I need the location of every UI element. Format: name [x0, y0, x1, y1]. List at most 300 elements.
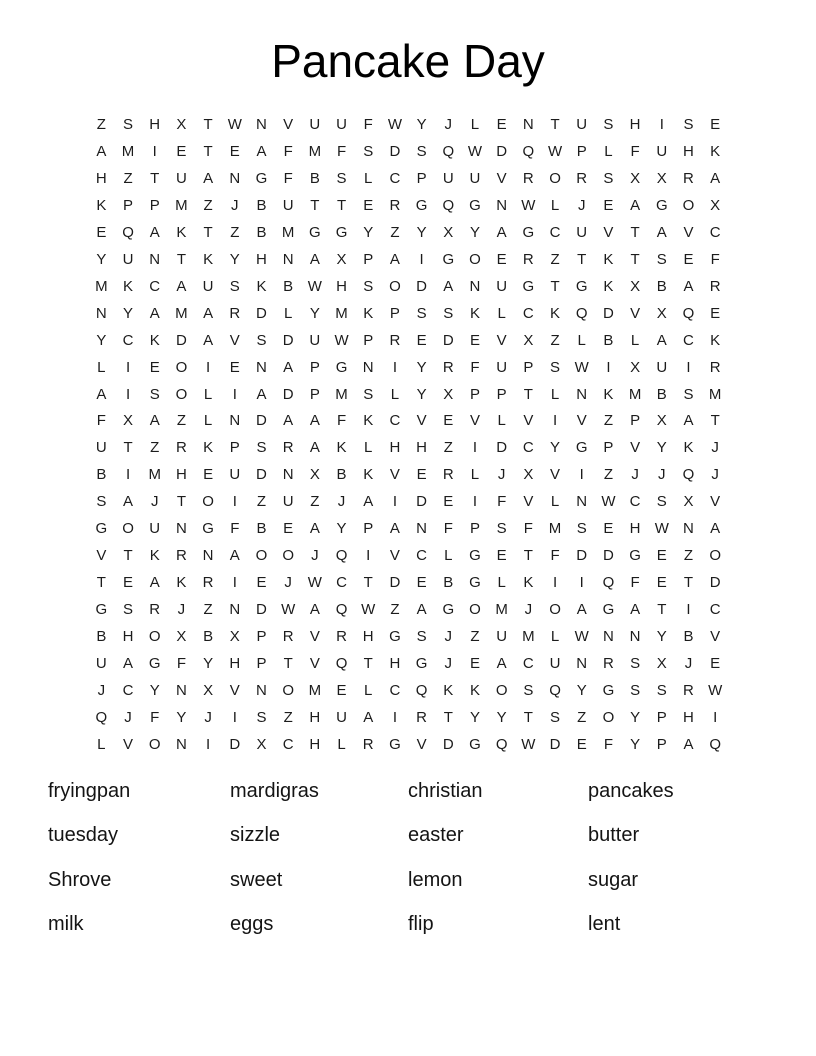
grid-letter-r12-c8: A [283, 412, 294, 430]
grid-letter-r6-c23: E [683, 250, 694, 268]
grid-letter-r11-c4: O [175, 385, 188, 403]
grid-letter-r16-c8: E [283, 520, 294, 538]
grid-letter-r5-c14: X [443, 223, 454, 241]
grid-letter-r14-c24: J [711, 466, 719, 484]
grid-letter-r4-c24: X [710, 196, 721, 214]
grid-letter-r11-c10: M [335, 385, 348, 403]
grid-letter-r10-c11: N [362, 358, 374, 376]
grid-letter-r23-c8: Z [283, 708, 293, 726]
grid-letter-r11-c9: P [309, 385, 320, 403]
grid-letter-r13-c23: K [683, 439, 694, 457]
grid-letter-r14-c4: H [175, 466, 187, 484]
grid-letter-r16-c22: W [654, 520, 669, 538]
grid-letter-r20-c18: L [550, 628, 560, 646]
grid-letter-r24-c18: D [549, 735, 561, 753]
grid-letter-r4-c17: W [521, 196, 536, 214]
grid-letter-r14-c8: N [282, 466, 294, 484]
grid-letter-r15-c23: X [683, 493, 694, 511]
grid-letter-r6-c4: T [176, 250, 186, 268]
grid-letter-r4-c16: N [496, 196, 508, 214]
grid-letter-r19-c24: C [709, 601, 721, 619]
grid-letter-r13-c24: J [711, 439, 719, 457]
grid-letter-r1-c15: L [470, 115, 480, 133]
grid-letter-r5-c2: Q [122, 223, 134, 241]
grid-letter-r24-c19: E [576, 735, 587, 753]
grid-letter-r10-c23: I [686, 358, 691, 376]
grid-letter-r16-c1: G [95, 520, 108, 538]
grid-letter-r12-c4: Z [176, 412, 186, 430]
grid-letter-r17-c5: N [202, 547, 214, 565]
grid-letter-r1-c4: X [176, 115, 187, 133]
grid-letter-r8-c21: V [630, 304, 641, 322]
grid-letter-r16-c20: E [603, 520, 614, 538]
grid-letter-r21-c13: G [415, 655, 428, 673]
grid-letter-r6-c6: Y [229, 250, 240, 268]
grid-letter-r11-c1: A [96, 385, 107, 403]
grid-letter-r14-c1: B [96, 466, 107, 484]
grid-letter-r10-c19: W [574, 358, 589, 376]
grid-letter-r7-c24: R [709, 277, 721, 295]
grid-letter-r4-c8: U [282, 196, 294, 214]
grid-letter-r7-c4: A [176, 277, 187, 295]
grid-letter-r7-c5: U [202, 277, 214, 295]
grid-letter-r21-c7: P [256, 655, 267, 673]
grid-letter-r16-c17: F [523, 520, 533, 538]
grid-letter-r13-c3: Z [150, 439, 160, 457]
grid-letter-r9-c5: A [203, 331, 214, 349]
grid-letter-r22-c1: J [97, 681, 106, 699]
grid-letter-r11-c11: S [363, 385, 374, 403]
grid-letter-r1-c6: W [227, 115, 242, 133]
grid-letter-r12-c11: K [363, 412, 374, 430]
grid-letter-r6-c13: I [419, 250, 424, 268]
grid-letter-r3-c6: N [229, 169, 241, 187]
grid-letter-r9-c21: L [630, 331, 640, 349]
grid-letter-r13-c11: L [364, 439, 373, 457]
grid-letter-r13-c6: P [229, 439, 240, 457]
grid-letter-r6-c10: X [336, 250, 347, 268]
grid-letter-r10-c17: P [523, 358, 534, 376]
grid-letter-r8-c7: D [256, 304, 267, 322]
grid-letter-r21-c14: J [444, 655, 453, 673]
grid-letter-r8-c20: D [602, 304, 614, 322]
grid-letter-r8-c11: K [363, 304, 374, 322]
grid-letter-r8-c10: M [335, 304, 348, 322]
grid-letter-r11-c7: A [256, 385, 267, 403]
grid-letter-r12-c18: I [552, 412, 558, 430]
grid-letter-r3-c17: R [522, 169, 534, 187]
grid-letter-r20-c13: S [416, 628, 427, 646]
grid-letter-r19-c5: Z [203, 601, 213, 619]
grid-letter-r20-c21: N [629, 628, 641, 646]
word-list-item-christian: christian [408, 780, 483, 802]
grid-letter-r19-c2: S [123, 601, 134, 619]
grid-letter-r12-c17: V [523, 412, 534, 430]
grid-letter-r19-c16: M [495, 601, 508, 619]
grid-letter-r9-c8: D [282, 331, 294, 349]
grid-letter-r4-c20: E [603, 196, 614, 214]
grid-letter-r9-c13: E [416, 331, 427, 349]
grid-letter-r16-c10: Y [336, 520, 347, 538]
grid-letter-r21-c15: E [469, 655, 480, 673]
grid-letter-r5-c19: U [576, 223, 588, 241]
grid-letter-r12-c20: Z [603, 412, 613, 430]
grid-letter-r2-c15: W [467, 142, 483, 160]
grid-letter-r24-c14: D [442, 735, 454, 753]
grid-letter-r10-c5: I [206, 358, 211, 376]
grid-letter-r24-c8: C [282, 735, 294, 753]
grid-letter-r22-c9: M [308, 681, 322, 699]
grid-letter-r16-c18: M [548, 520, 562, 538]
grid-letter-r21-c20: R [602, 655, 614, 673]
grid-letter-r18-c21: F [630, 574, 640, 592]
grid-letter-r15-c4: T [176, 493, 186, 511]
grid-letter-r15-c2: A [123, 493, 134, 511]
grid-letter-r20-c2: H [122, 628, 134, 646]
grid-letter-r20-c3: O [148, 628, 161, 646]
grid-letter-r10-c1: L [97, 358, 106, 376]
grid-letter-r16-c6: F [230, 520, 240, 538]
grid-letter-r6-c9: A [309, 250, 320, 268]
grid-letter-r17-c6: A [229, 547, 240, 565]
grid-letter-r21-c4: F [176, 655, 186, 673]
grid-letter-r2-c6: E [229, 142, 240, 160]
grid-letter-r4-c23: O [682, 196, 695, 214]
grid-letter-r14-c3: M [148, 466, 161, 484]
grid-letter-r24-c2: V [123, 735, 134, 753]
grid-letter-r12-c3: A [149, 412, 160, 430]
grid-letter-r1-c18: T [550, 115, 560, 133]
grid-letter-r24-c12: G [389, 735, 401, 753]
grid-letter-r11-c12: L [390, 385, 400, 403]
grid-letter-r11-c16: P [496, 385, 507, 403]
grid-letter-r6-c20: K [603, 250, 614, 268]
word-list-item-shrove: Shrove [48, 868, 112, 891]
grid-letter-r5-c3: A [149, 223, 160, 241]
grid-letter-r12-c7: D [256, 412, 267, 430]
grid-letter-r4-c15: G [469, 196, 481, 214]
grid-letter-r3-c12: C [389, 169, 401, 187]
grid-letter-r9-c14: D [442, 331, 454, 349]
grid-letter-r18-c8: J [284, 574, 292, 592]
grid-letter-r21-c10: Q [335, 655, 348, 673]
grid-letter-r4-c2: P [123, 196, 134, 214]
grid-letter-r16-c19: S [576, 520, 587, 538]
grid-letter-r10-c14: R [442, 358, 454, 376]
grid-letter-r5-c11: Y [363, 223, 374, 241]
grid-letter-r17-c9: J [311, 547, 319, 565]
grid-letter-r3-c9: B [309, 169, 320, 187]
grid-letter-r20-c24: V [710, 628, 721, 646]
grid-letter-r17-c2: T [123, 547, 133, 565]
grid-letter-r17-c13: C [416, 547, 428, 565]
word-list [48, 780, 778, 958]
grid-letter-r6-c18: Z [550, 250, 560, 268]
grid-letter-r11-c5: L [203, 385, 213, 403]
grid-letter-r6-c1: Y [96, 250, 107, 268]
grid-letter-r1-c20: S [603, 115, 614, 133]
grid-letter-r22-c14: K [443, 681, 454, 699]
grid-letter-r23-c16: Y [496, 708, 507, 726]
grid-letter-r13-c20: P [603, 439, 614, 457]
grid-letter-r14-c14: R [442, 466, 454, 484]
grid-letter-r17-c15: G [469, 547, 481, 565]
grid-letter-r7-c15: N [469, 277, 481, 295]
grid-letter-r3-c7: G [255, 169, 268, 187]
grid-letter-r20-c20: N [602, 628, 614, 646]
grid-letter-r4-c21: A [630, 196, 641, 214]
grid-letter-r22-c13: Q [415, 681, 428, 699]
grid-letter-r12-c13: V [416, 412, 427, 430]
grid-letter-r18-c23: T [683, 574, 694, 592]
grid-letter-r18-c20: Q [602, 574, 615, 592]
grid-letter-r2-c9: M [308, 142, 322, 160]
grid-letter-r5-c16: A [496, 223, 507, 241]
grid-letter-r23-c15: Y [469, 708, 480, 726]
grid-letter-r3-c3: T [150, 169, 160, 187]
grid-letter-r9-c15: E [469, 331, 480, 349]
grid-letter-r17-c18: F [550, 547, 560, 565]
grid-letter-r20-c5: B [203, 628, 214, 646]
grid-letter-r13-c12: H [389, 439, 401, 457]
grid-letter-r19-c20: G [602, 601, 615, 619]
grid-letter-r3-c24: A [710, 169, 721, 187]
grid-letter-r2-c19: P [576, 142, 587, 160]
grid-letter-r3-c13: P [416, 169, 427, 187]
page-title: Pancake Day [271, 35, 545, 87]
grid-letter-r24-c20: F [603, 735, 613, 753]
grid-letter-r14-c16: J [497, 466, 506, 484]
grid-letter-r16-c14: F [443, 520, 453, 538]
grid-letter-r1-c9: U [309, 115, 321, 133]
grid-letter-r8-c15: K [469, 304, 480, 322]
grid-letter-r5-c1: E [96, 223, 107, 241]
grid-letter-r7-c6: S [229, 277, 240, 295]
grid-letter-r19-c22: T [657, 601, 667, 619]
grid-letter-r17-c14: L [444, 547, 453, 565]
grid-letter-r15-c3: J [150, 493, 159, 511]
grid-letter-r19-c17: J [524, 601, 533, 619]
grid-letter-r21-c6: H [229, 655, 241, 673]
grid-letter-r11-c21: M [628, 385, 642, 403]
grid-letter-r10-c9: P [309, 358, 320, 376]
grid-letter-r20-c11: H [362, 628, 374, 646]
grid-letter-r19-c4: J [177, 601, 186, 619]
word-list-item-milk: milk [48, 913, 84, 936]
grid-letter-r23-c22: P [656, 708, 667, 726]
grid-letter-r3-c22: X [656, 169, 667, 187]
grid-letter-r21-c22: X [656, 655, 667, 673]
word-list-item-sweet: sweet [230, 868, 283, 891]
grid-letter-r7-c10: H [336, 277, 347, 295]
grid-letter-r6-c17: R [522, 250, 534, 268]
grid-letter-r17-c24: O [709, 547, 721, 565]
grid-letter-r14-c7: D [256, 466, 267, 484]
grid-letter-r15-c14: E [443, 493, 454, 511]
grid-letter-r7-c8: B [283, 277, 294, 295]
grid-letter-r23-c2: J [124, 708, 132, 726]
grid-letter-r12-c9: A [309, 412, 320, 430]
grid-letter-r10-c2: I [125, 358, 131, 376]
word-list-item-pancakes: pancakes [588, 780, 674, 802]
grid-letter-r17-c16: E [496, 547, 507, 565]
grid-letter-r21-c16: A [496, 655, 507, 673]
grid-letter-r15-c10: J [337, 493, 346, 511]
grid-letter-r4-c18: L [550, 196, 560, 214]
grid-letter-r8-c24: E [710, 304, 721, 322]
grid-letter-r5-c4: K [176, 223, 187, 241]
grid-letter-r20-c19: W [574, 628, 589, 646]
grid-letter-r13-c8: R [282, 439, 294, 457]
grid-letter-r8-c16: L [497, 304, 506, 322]
grid-letter-r1-c16: E [496, 115, 507, 133]
grid-letter-r19-c14: G [442, 601, 455, 619]
grid-letter-r1-c13: Y [416, 115, 427, 133]
grid-letter-r19-c7: D [256, 601, 267, 619]
grid-letter-r10-c22: U [656, 358, 668, 376]
grid-letter-r2-c21: F [630, 142, 640, 160]
grid-letter-r18-c4: K [176, 574, 187, 592]
grid-letter-r5-c24: C [709, 223, 721, 241]
grid-letter-r17-c12: V [389, 547, 400, 565]
grid-letter-r24-c9: H [309, 735, 321, 753]
grid-letter-r21-c23: J [684, 655, 693, 673]
grid-letter-r11-c18: L [550, 385, 560, 403]
grid-letter-r7-c21: X [630, 277, 641, 295]
grid-letter-r6-c11: P [363, 250, 374, 268]
grid-letter-r22-c8: O [282, 681, 294, 699]
grid-letter-r2-c23: H [683, 142, 694, 160]
grid-letter-r2-c24: K [710, 142, 721, 160]
grid-letter-r1-c17: N [522, 115, 534, 133]
grid-letter-r15-c15: I [472, 493, 478, 511]
grid-letter-r7-c22: B [656, 277, 667, 295]
grid-letter-r21-c5: Y [203, 655, 214, 673]
grid-letter-r11-c19: N [576, 385, 588, 403]
grid-letter-r22-c10: E [336, 681, 347, 699]
word-list-item-sugar: sugar [588, 868, 639, 891]
grid-letter-r7-c9: W [307, 277, 322, 295]
grid-letter-r15-c16: F [497, 493, 507, 511]
grid-letter-r12-c15: V [469, 412, 480, 430]
grid-letter-r20-c14: J [444, 628, 453, 646]
grid-letter-r22-c23: R [683, 681, 694, 699]
grid-letter-r8-c13: S [416, 304, 427, 322]
grid-letter-r2-c22: U [656, 142, 668, 160]
grid-letter-r21-c19: N [576, 655, 588, 673]
grid-letter-r8-c22: X [656, 304, 667, 322]
grid-letter-r4-c11: E [363, 196, 374, 214]
grid-letter-r19-c9: A [309, 601, 320, 619]
grid-letter-r16-c11: P [363, 520, 374, 538]
grid-letter-r12-c22: X [656, 412, 667, 430]
grid-letter-r23-c5: J [204, 708, 212, 726]
grid-letter-r11-c22: B [656, 385, 667, 403]
grid-letter-r12-c10: F [336, 412, 347, 430]
grid-letter-r6-c14: G [442, 250, 455, 268]
grid-letter-r21-c9: V [309, 655, 320, 673]
grid-letter-r12-c24: T [710, 412, 720, 430]
grid-letter-r24-c4: N [175, 735, 187, 753]
grid-letter-r2-c1: A [96, 142, 107, 160]
grid-letter-r10-c15: F [470, 358, 480, 376]
grid-letter-r15-c22: S [656, 493, 667, 511]
grid-letter-r6-c19: T [577, 250, 587, 268]
grid-letter-r16-c24: A [710, 520, 721, 538]
grid-letter-r23-c20: O [602, 708, 615, 726]
grid-letter-r14-c2: I [125, 466, 131, 484]
grid-letter-r20-c8: R [282, 628, 294, 646]
grid-letter-r24-c21: Y [630, 735, 641, 753]
grid-letter-r24-c5: I [206, 735, 211, 753]
grid-letter-r14-c17: X [523, 466, 534, 484]
grid-letter-r6-c2: U [122, 250, 134, 268]
grid-letter-r13-c17: C [522, 439, 534, 457]
grid-letter-r9-c3: K [149, 331, 160, 349]
grid-letter-r9-c18: Z [550, 331, 560, 349]
grid-letter-r23-c6: I [232, 708, 237, 726]
grid-letter-r1-c1: Z [96, 115, 106, 133]
grid-letter-r13-c16: D [496, 439, 508, 457]
grid-letter-r10-c6: E [229, 358, 240, 376]
grid-letter-r3-c8: F [283, 169, 293, 187]
grid-letter-r23-c3: F [150, 708, 160, 726]
grid-letter-r5-c5: T [203, 223, 213, 241]
grid-letter-r12-c6: N [229, 412, 241, 430]
grid-letter-r16-c9: A [309, 520, 320, 538]
grid-letter-r16-c13: N [416, 520, 428, 538]
grid-letter-r15-c5: O [202, 493, 214, 511]
grid-letter-r1-c7: N [256, 115, 267, 133]
grid-letter-r14-c5: E [203, 466, 214, 484]
grid-letter-r11-c24: M [708, 385, 722, 403]
grid-letter-r3-c19: R [576, 169, 588, 187]
grid-letter-r1-c12: W [387, 115, 402, 133]
grid-letter-r15-c18: L [550, 493, 560, 511]
grid-letter-r9-c7: S [256, 331, 267, 349]
grid-letter-r5-c21: T [630, 223, 640, 241]
grid-letter-r22-c4: N [175, 681, 187, 699]
grid-letter-r19-c19: A [576, 601, 587, 619]
grid-letter-r18-c18: I [552, 574, 558, 592]
grid-letter-r2-c14: Q [442, 142, 455, 160]
grid-letter-r14-c6: U [229, 466, 241, 484]
word-list-item-flip: flip [408, 913, 434, 936]
grid-letter-r15-c6: I [232, 493, 237, 511]
grid-letter-r10-c20: I [606, 358, 611, 376]
grid-letter-r16-c12: A [389, 520, 400, 538]
grid-letter-r13-c15: I [472, 439, 478, 457]
grid-letter-r21-c24: E [710, 655, 721, 673]
grid-letter-r19-c1: G [95, 601, 108, 619]
grid-letter-r24-c11: R [362, 735, 374, 753]
grid-letter-r3-c18: O [549, 169, 561, 187]
grid-letter-r9-c1: Y [96, 331, 107, 349]
grid-letter-r11-c3: S [149, 385, 160, 403]
grid-letter-r2-c7: A [256, 142, 267, 160]
grid-letter-r11-c14: X [443, 385, 454, 403]
grid-letter-r13-c10: K [336, 439, 347, 457]
grid-letter-r16-c21: H [629, 520, 641, 538]
grid-letter-r9-c2: C [122, 331, 134, 349]
grid-letter-r15-c7: Z [256, 493, 267, 511]
grid-letter-r23-c24: I [713, 708, 718, 726]
grid-letter-r2-c20: L [604, 142, 613, 160]
grid-letter-r18-c15: G [469, 574, 481, 592]
grid-letter-r11-c13: Y [416, 385, 427, 403]
grid-letter-r15-c1: S [96, 493, 107, 511]
word-list-item-sizzle: sizzle [230, 824, 281, 847]
